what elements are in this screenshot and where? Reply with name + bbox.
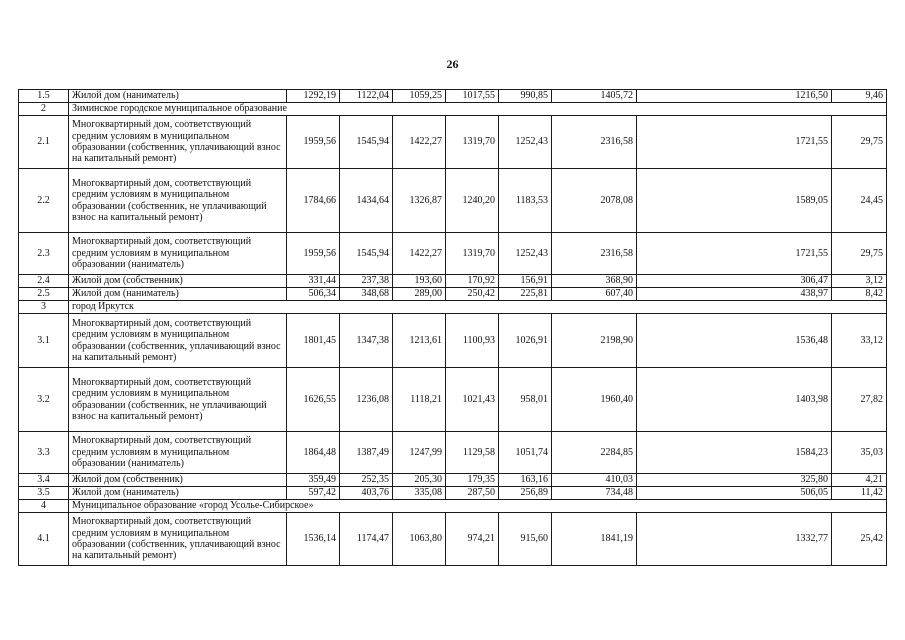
value-cell: 1584,23 [637,432,832,474]
value-cell: 1252,43 [499,116,552,169]
value-cell: 1236,08 [340,368,393,432]
table-row [19,233,887,275]
value-cell: 506,34 [287,288,340,301]
value-cell: 958,01 [499,368,552,432]
value-cell: 734,48 [552,487,637,500]
value-cell: 3,12 [832,275,887,288]
value-cell: 1841,19 [552,513,637,566]
section-row [19,500,887,513]
value-cell: 1326,87 [393,169,446,233]
value-cell: 1118,21 [393,368,446,432]
housing-description: Жилой дом (наниматель) [69,288,287,301]
value-cell: 170,92 [446,275,499,288]
value-cell: 1422,27 [393,233,446,275]
value-cell: 1536,14 [287,513,340,566]
row-number: 3.4 [19,474,69,487]
value-cell: 24,45 [832,169,887,233]
section-title: Зиминское городское муниципальное образование [69,103,887,116]
value-cell: 163,16 [499,474,552,487]
table-row [19,368,887,432]
value-cell: 1959,56 [287,233,340,275]
value-cell: 1017,55 [446,90,499,103]
value-cell: 1122,04 [340,90,393,103]
value-cell: 348,68 [340,288,393,301]
row-number: 2 [19,103,69,116]
table-row [19,116,887,169]
value-cell: 1292,19 [287,90,340,103]
table-row [19,314,887,368]
value-cell: 9,46 [832,90,887,103]
value-cell: 250,42 [446,288,499,301]
value-cell: 1174,47 [340,513,393,566]
row-number: 1.5 [19,90,69,103]
value-cell: 1213,61 [393,314,446,368]
value-cell: 1247,99 [393,432,446,474]
table-row [19,487,887,500]
section-row [19,301,887,314]
value-cell: 1332,77 [637,513,832,566]
value-cell: 179,35 [446,474,499,487]
value-cell: 306,47 [637,275,832,288]
row-number: 2.5 [19,288,69,301]
value-cell: 1403,98 [637,368,832,432]
value-cell: 1626,55 [287,368,340,432]
value-cell: 252,35 [340,474,393,487]
row-number: 2.4 [19,275,69,288]
row-number: 2.2 [19,169,69,233]
value-cell: 1063,80 [393,513,446,566]
section-title: город Иркутск [69,301,887,314]
value-cell: 331,44 [287,275,340,288]
table-row [19,513,887,566]
value-cell: 506,05 [637,487,832,500]
value-cell: 597,42 [287,487,340,500]
value-cell: 1959,56 [287,116,340,169]
value-cell: 29,75 [832,116,887,169]
value-cell: 225,81 [499,288,552,301]
table-body [19,90,887,566]
value-cell: 33,12 [832,314,887,368]
housing-description: Многоквартирный дом, соответствующий средним условиям в муниципальном образовании (наниматель) [69,432,287,474]
value-cell: 1387,49 [340,432,393,474]
section-title: Муниципальное образование «город Усолье-Сибирское» [69,500,887,513]
value-cell: 1252,43 [499,233,552,275]
value-cell: 335,08 [393,487,446,500]
value-cell: 1864,48 [287,432,340,474]
row-number: 3.1 [19,314,69,368]
value-cell: 1405,72 [552,90,637,103]
value-cell: 287,50 [446,487,499,500]
housing-description: Жилой дом (собственник) [69,275,287,288]
table-row [19,90,887,103]
value-cell: 2198,90 [552,314,637,368]
value-cell: 35,03 [832,432,887,474]
row-number: 4 [19,500,69,513]
value-cell: 1589,05 [637,169,832,233]
value-cell: 438,97 [637,288,832,301]
table-row [19,432,887,474]
value-cell: 1319,70 [446,233,499,275]
value-cell: 403,76 [340,487,393,500]
value-cell: 1721,55 [637,116,832,169]
value-cell: 11,42 [832,487,887,500]
housing-description: Многоквартирный дом, соответствующий средним условиям в муниципальном образовании (собственник, уплачивающий взнос на капитальный ремонт) [69,513,287,566]
value-cell: 1216,50 [637,90,832,103]
value-cell: 1960,40 [552,368,637,432]
value-cell: 1183,53 [499,169,552,233]
value-cell: 1347,38 [340,314,393,368]
table-row [19,288,887,301]
value-cell: 1801,45 [287,314,340,368]
section-row [19,103,887,116]
value-cell: 974,21 [446,513,499,566]
value-cell: 915,60 [499,513,552,566]
value-cell: 1129,58 [446,432,499,474]
housing-description: Жилой дом (наниматель) [69,487,287,500]
housing-description: Многоквартирный дом, соответствующий средним условиям в муниципальном образовании (наниматель) [69,233,287,275]
value-cell: 1059,25 [393,90,446,103]
value-cell: 1536,48 [637,314,832,368]
value-cell: 1434,64 [340,169,393,233]
value-cell: 4,21 [832,474,887,487]
housing-description: Многоквартирный дом, соответствующий средним условиям в муниципальном образовании (собственник, не уплачивающий взнос на капитальный ремонт) [69,169,287,233]
value-cell: 368,90 [552,275,637,288]
value-cell: 1100,93 [446,314,499,368]
table-row [19,275,887,288]
value-cell: 1422,27 [393,116,446,169]
housing-description: Многоквартирный дом, соответствующий средним условиям в муниципальном образовании (собственник, уплачивающий взнос на капитальный ремонт) [69,314,287,368]
value-cell: 1240,20 [446,169,499,233]
value-cell: 156,91 [499,275,552,288]
value-cell: 289,00 [393,288,446,301]
value-cell: 607,40 [552,288,637,301]
table-row [19,474,887,487]
value-cell: 193,60 [393,275,446,288]
value-cell: 1784,66 [287,169,340,233]
row-number: 4.1 [19,513,69,566]
value-cell: 1319,70 [446,116,499,169]
housing-description: Многоквартирный дом, соответствующий средним условиям в муниципальном образовании (собственник, уплачивающий взнос на капитальный ремонт) [69,116,287,169]
value-cell: 1021,43 [446,368,499,432]
value-cell: 2316,58 [552,116,637,169]
value-cell: 2316,58 [552,233,637,275]
housing-description: Многоквартирный дом, соответствующий средним условиям в муниципальном образовании (собственник, не уплачивающий взнос на капитальный ремонт) [69,368,287,432]
row-number: 2.3 [19,233,69,275]
row-number: 3 [19,301,69,314]
value-cell: 2078,08 [552,169,637,233]
value-cell: 1721,55 [637,233,832,275]
value-cell: 256,89 [499,487,552,500]
value-cell: 1026,91 [499,314,552,368]
value-cell: 2284,85 [552,432,637,474]
value-cell: 205,30 [393,474,446,487]
tariff-table [18,89,887,566]
page-number: 26 [446,57,459,71]
row-number: 2.1 [19,116,69,169]
value-cell: 8,42 [832,288,887,301]
value-cell: 25,42 [832,513,887,566]
row-number: 3.3 [19,432,69,474]
housing-description: Жилой дом (собственник) [69,474,287,487]
housing-description: Жилой дом (наниматель) [69,90,287,103]
value-cell: 1545,94 [340,233,393,275]
value-cell: 1051,74 [499,432,552,474]
value-cell: 359,49 [287,474,340,487]
value-cell: 27,82 [832,368,887,432]
value-cell: 237,38 [340,275,393,288]
table-row [19,169,887,233]
value-cell: 990,85 [499,90,552,103]
value-cell: 325,80 [637,474,832,487]
value-cell: 410,03 [552,474,637,487]
value-cell: 1545,94 [340,116,393,169]
value-cell: 29,75 [832,233,887,275]
row-number: 3.2 [19,368,69,432]
row-number: 3.5 [19,487,69,500]
